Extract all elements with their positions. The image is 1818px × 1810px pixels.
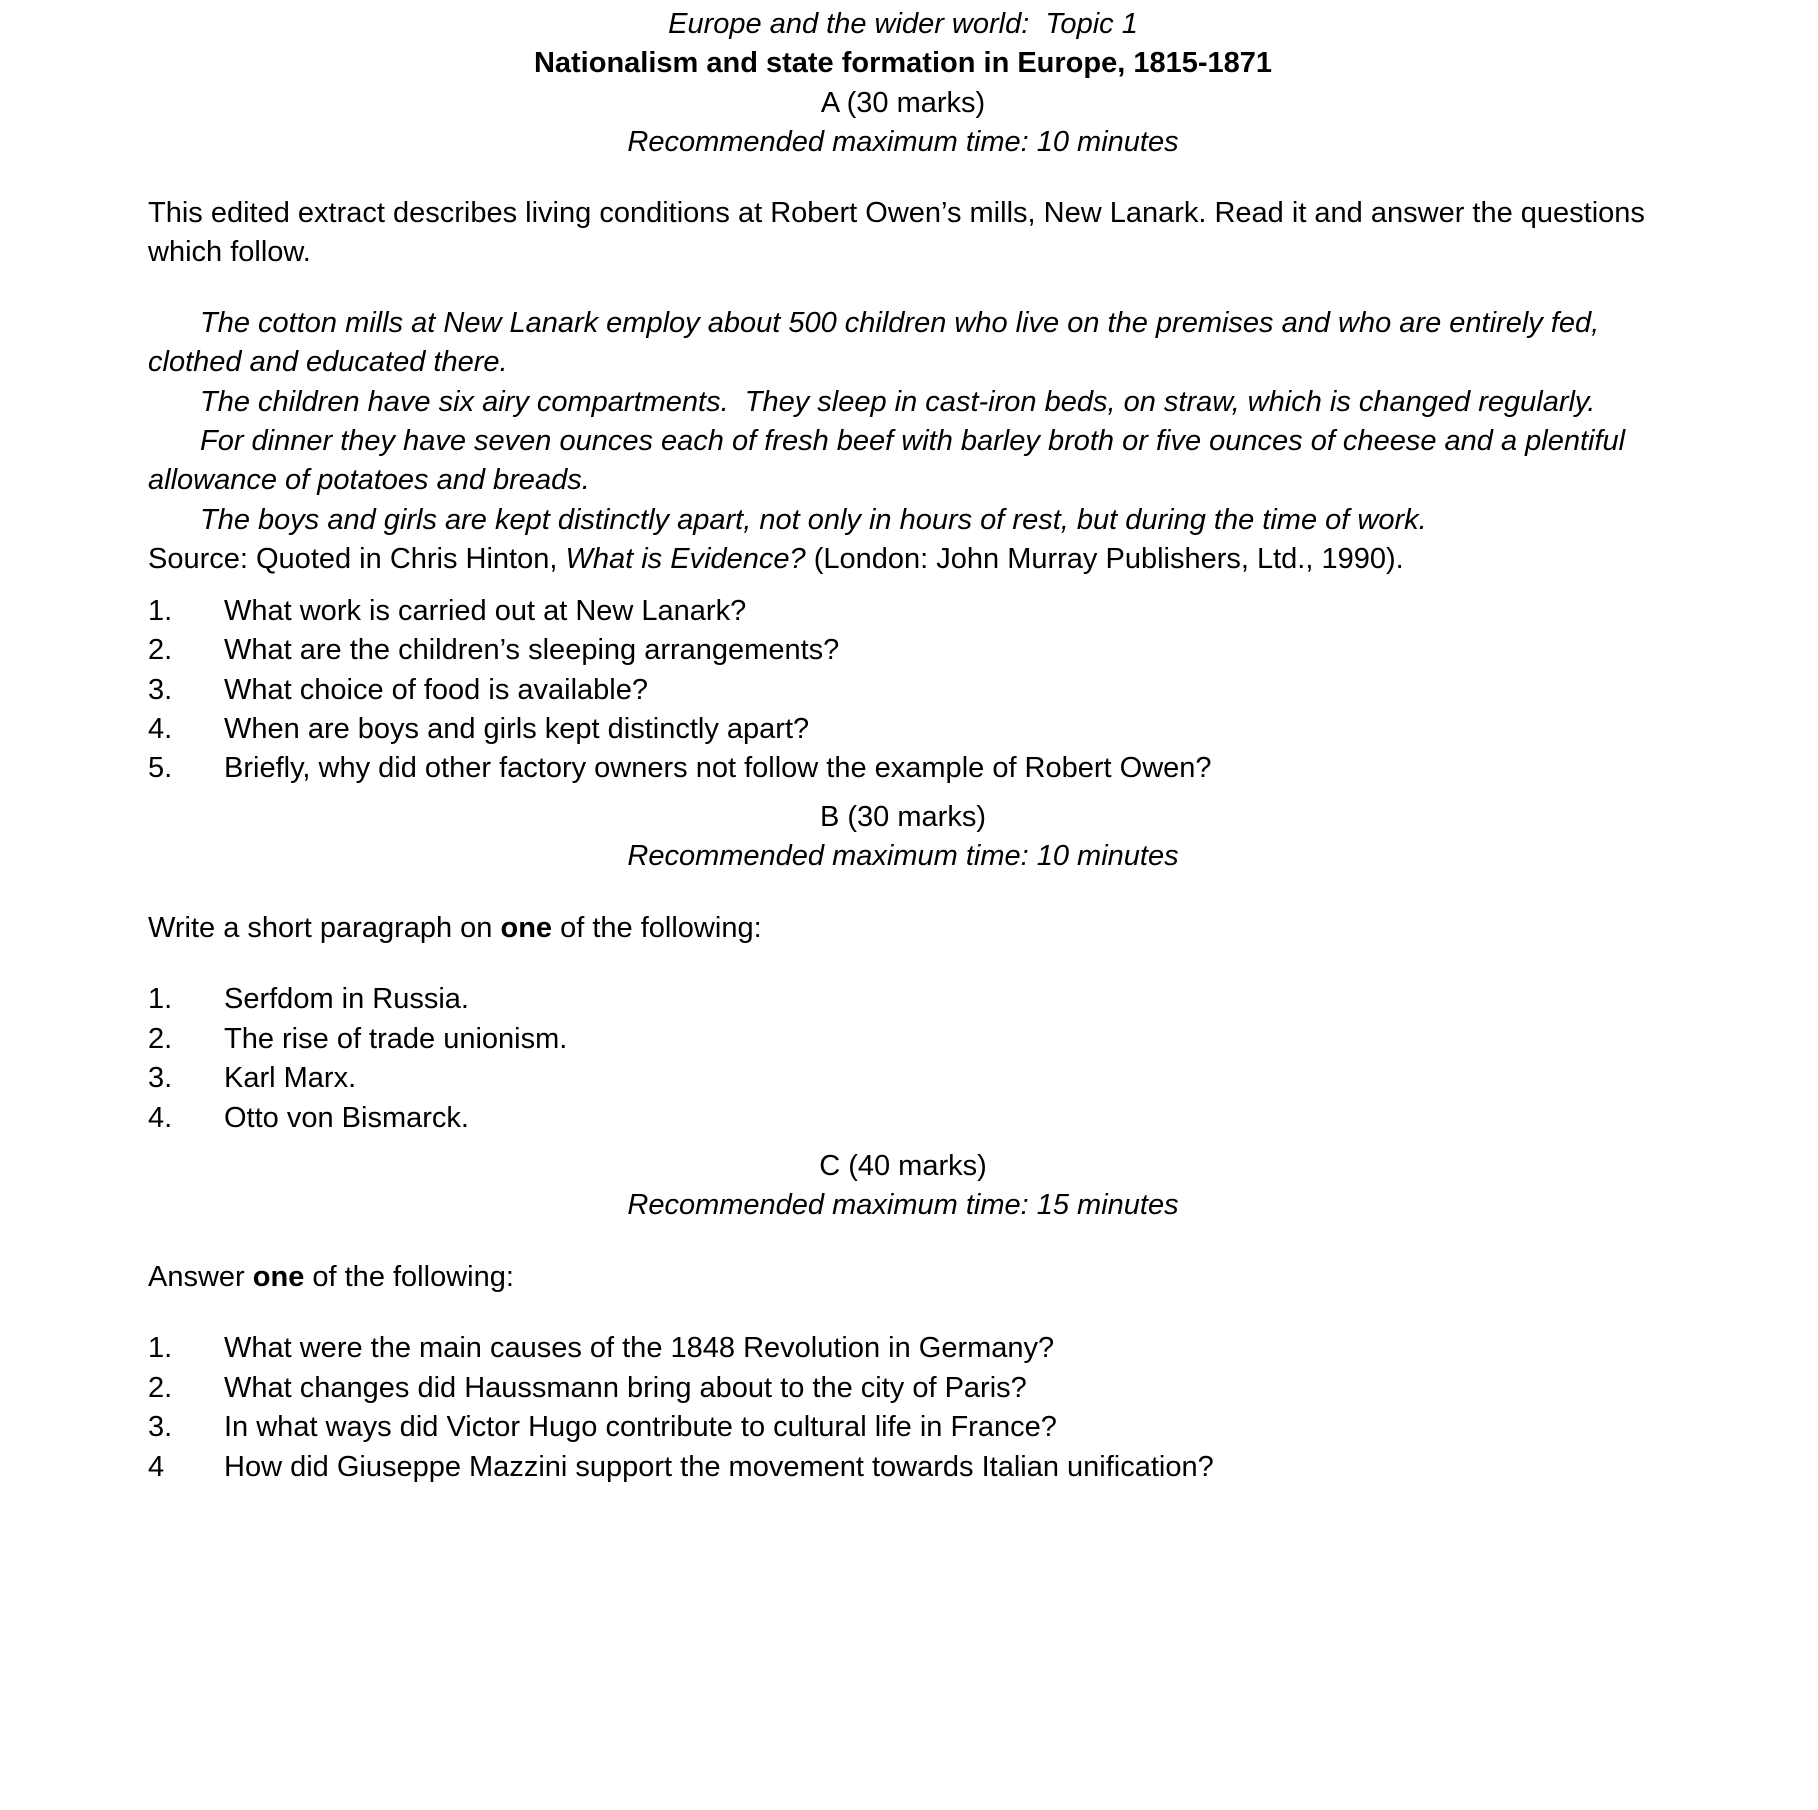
question-text: When are boys and girls kept distinctly apart? <box>224 713 810 745</box>
item-text: What were the main causes of the 1848 Revolution in Germany? <box>224 1332 1055 1365</box>
list-item <box>148 1369 1658 1408</box>
section-b-heading: B (30 marks) <box>820 800 986 833</box>
question-item <box>148 671 1658 710</box>
item-number: 3. <box>148 1062 173 1095</box>
source-citation <box>148 540 1658 579</box>
list-item <box>148 1059 1658 1098</box>
section-c-prompt-suffix: of the following: <box>304 1260 514 1293</box>
item-text: Otto von Bismarck. <box>224 1101 469 1134</box>
item-number: 4 <box>148 1450 165 1483</box>
item-text: In what ways did Victor Hugo contribute to cultural life in France? <box>224 1411 1057 1444</box>
section-c-prompt-prefix: Answer <box>148 1260 253 1293</box>
section-c-prompt <box>148 1258 1658 1297</box>
list-item <box>148 1448 1658 1487</box>
question-number: 4. <box>148 713 173 745</box>
extract-paragraph: The boys and girls are kept distinctly apart, not only in hours of rest, but during the time of work. <box>200 503 1427 536</box>
section-b-prompt-emphasis: one <box>500 911 553 944</box>
question-number: 2. <box>148 634 173 667</box>
item-text: What changes did Haussmann bring about to the city of Paris? <box>224 1371 1027 1404</box>
extract-paragraph: The cotton mills at New Lanark employ about 500 children who live on the premises and who are entirely fed, clothed and educated there. <box>148 306 1608 379</box>
list-item <box>148 1099 1658 1138</box>
extract-paragraph: The children have six airy compartments. They sleep in cast-iron beds, on straw, which is changed regularly. <box>200 385 1596 418</box>
item-number: 2. <box>148 1022 173 1055</box>
source-citation-suffix: (London: John Murray Publishers, Ltd., 1990). <box>805 543 1404 576</box>
item-number: 1. <box>148 983 173 1016</box>
section-c-prompt-emphasis: one <box>252 1260 305 1293</box>
extract-paragraph: For dinner they have seven ounces each of fresh beef with barley broth or five ounces of cheese and a plentiful allowance of potatoes and breads. <box>148 424 1634 497</box>
page-title: Nationalism and state formation in Europe, 1815-1871 <box>533 47 1273 80</box>
list-item <box>148 1020 1658 1059</box>
list-item <box>148 1329 1658 1368</box>
section-a-time-note: Recommended maximum time: 10 minutes <box>627 126 1179 159</box>
section-b-prompt <box>148 909 1658 948</box>
item-text: The rise of trade unionism. <box>224 1022 568 1055</box>
question-text: What choice of food is available? <box>224 673 648 706</box>
section-c-item-list <box>148 1329 1658 1487</box>
item-text: Serfdom in Russia. <box>224 983 469 1016</box>
section-c-time-note: Recommended maximum time: 15 minutes <box>627 1189 1179 1222</box>
section-a-intro: This edited extract describes living conditions at Robert Owen’s mills, New Lanark. Read it and answer the questions which follow. <box>148 196 1645 269</box>
question-item <box>148 631 1658 670</box>
item-text: Karl Marx. <box>224 1062 357 1095</box>
list-item <box>148 1408 1658 1447</box>
question-text: What work is carried out at New Lanark? <box>224 594 747 627</box>
item-text: How did Giuseppe Mazzini support the movement towards Italian unification? <box>224 1450 1214 1483</box>
item-number: 2. <box>148 1371 173 1404</box>
section-b-item-list <box>148 980 1658 1138</box>
section-a-question-list <box>148 592 1658 789</box>
list-item <box>148 980 1658 1019</box>
question-text: Briefly, why did other factory owners not follow the example of Robert Owen? <box>224 752 1212 785</box>
source-book-title: What is Evidence? <box>565 543 806 576</box>
topic-line: Europe and the wider world: Topic 1 <box>668 8 1138 40</box>
section-b-time-note: Recommended maximum time: 10 minutes <box>627 840 1179 873</box>
source-citation-prefix: Source: Quoted in Chris Hinton, <box>148 543 566 576</box>
question-text: What are the children’s sleeping arrangements? <box>224 634 840 667</box>
item-number: 4. <box>148 1101 173 1134</box>
section-b-prompt-prefix: Write a short paragraph on <box>148 911 501 944</box>
item-number: 1. <box>148 1332 173 1365</box>
section-c-heading: C (40 marks) <box>819 1149 987 1182</box>
section-b-prompt-suffix: of the following: <box>552 911 762 944</box>
question-item <box>148 710 1658 749</box>
question-number: 1. <box>148 594 173 627</box>
question-item <box>148 749 1658 788</box>
item-number: 3. <box>148 1411 173 1444</box>
section-a-heading: A (30 marks) <box>820 86 986 119</box>
question-number: 5. <box>148 752 173 785</box>
question-item <box>148 592 1658 631</box>
question-number: 3. <box>148 673 173 706</box>
source-extract <box>148 304 1658 541</box>
